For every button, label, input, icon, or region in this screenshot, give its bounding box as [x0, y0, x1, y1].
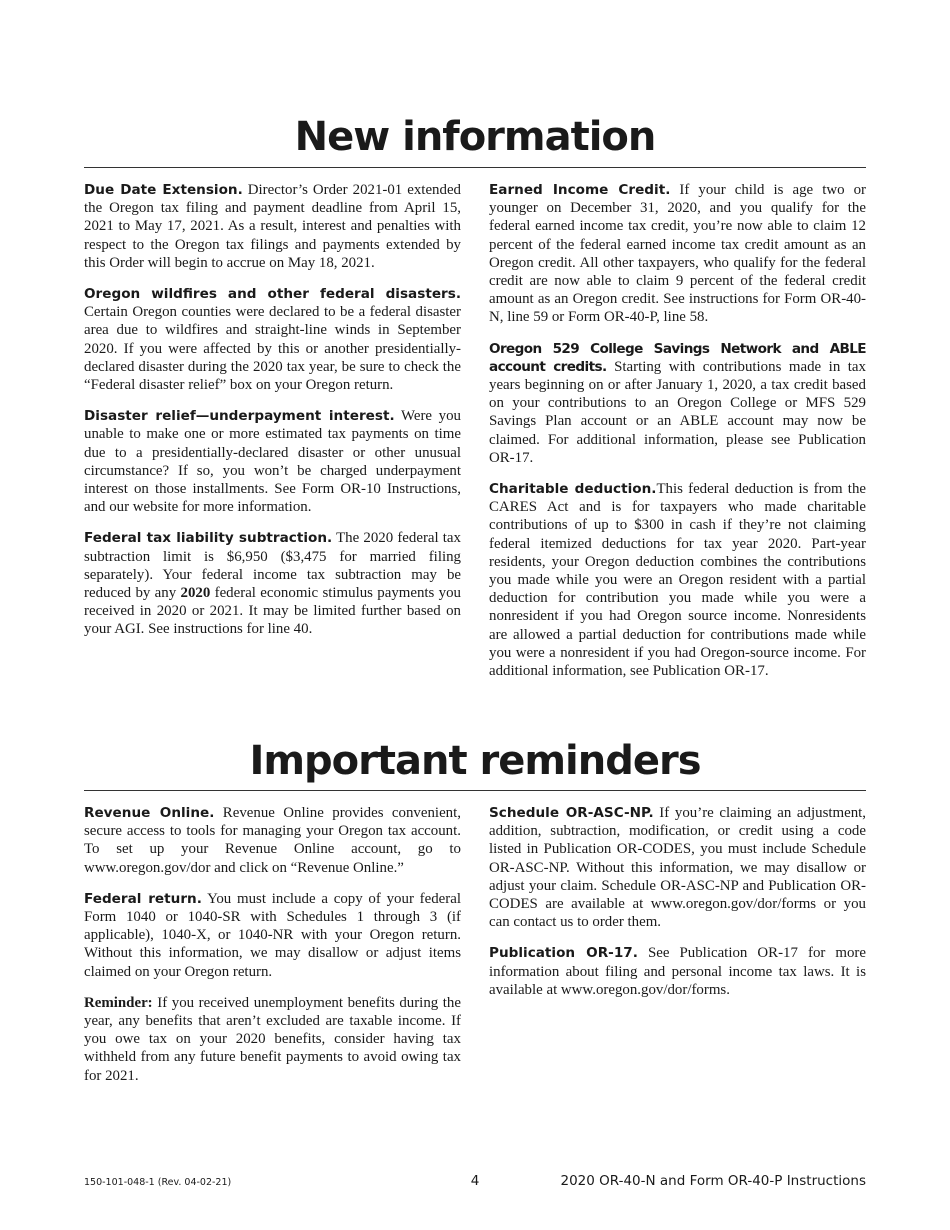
- wildfires-paragraph: [84, 285, 461, 394]
- paragraph-text: If you’re claiming an adjustment, addition, subtraction, modification, or credit using a code listed in Publication OR-CODES, you must include Schedule OR-ASC-NP. Without this information, we may disallow or adjust your claim. Schedule OR-ASC-NP and Publication OR-CODES are available at www.oregon.gov/dor/forms or you can contact us to order them.: [489, 805, 866, 931]
- paragraph-heading: Due Date Extension.: [84, 182, 243, 198]
- section-rule: [84, 790, 866, 791]
- disaster-relief-paragraph: [84, 407, 461, 516]
- reminders-left-column: [84, 804, 461, 1098]
- form-number: 150-101-048-1 (Rev. 04-02-21): [84, 1177, 232, 1188]
- paragraph-heading: Revenue Online.: [84, 805, 215, 821]
- oregon-529-paragraph: [489, 340, 866, 467]
- paragraph-heading: Publication OR-17.: [489, 945, 638, 962]
- earned-income-credit-paragraph: [489, 181, 866, 327]
- federal-return-paragraph: [84, 890, 461, 981]
- paragraph-heading: Schedule OR-ASC-NP.: [489, 805, 654, 821]
- paragraph-text: federal economic stimulus payments you received in 2020 or 2021. It may be limited further based on your AGI. See instructions for line 40.: [84, 585, 462, 638]
- paragraph-text: You must include a copy of your federal Form 1040 or 1040-SR with Schedules 1 through 3 (if applicable), 1040-X, or 1040-NR with your Oregon return. Without this information, we may disallow or adjust items claimed on your Oregon return.: [84, 890, 461, 980]
- paragraph-text: The 2020 federal tax subtraction limit is $6,950 ($3,475 for married filing separately). Your federal income tax subtraction may be reduced by any: [84, 530, 461, 602]
- page-number: 4: [470, 1173, 480, 1189]
- paragraph-heading: Reminder:: [84, 994, 153, 1011]
- document-title: 2020 OR-40-N and Form OR-40-P Instructions: [560, 1173, 866, 1189]
- paragraph-text: Were you unable to make one or more estimated tax payments on time due to a presidentially-declared disaster or other unusual circumstance? If so, you won’t be charged underpayment interest on those installments. See Form OR-10 Instructions, and our website for more information.: [84, 408, 461, 516]
- paragraph-text: Starting with contributions made in tax years beginning on or after January 1, 2020, a tax credit based on your contributions to an Oregon College or MFS 529 Savings Plan account or an ABLE account may now be claimed. For additional information, please see Publication OR-17.: [489, 358, 866, 466]
- paragraph-text: See Publication OR-17 for more information about filing and personal income tax laws. It is available at www.oregon.gov/dor/forms.: [489, 945, 866, 998]
- paragraph-heading: Oregon wildfires and other federal disasters.: [84, 286, 461, 303]
- paragraph-text: Director’s Order 2021-01 extended the Oregon tax filing and payment deadline from April 15, 2021 to May 17, 2021. As a result, interest and penalties with respect to the Oregon tax filings and payments extended by this Order will begin to accrue on May 18, 2021.: [84, 182, 462, 271]
- revenue-online-paragraph: [84, 804, 461, 877]
- reminder-paragraph: [84, 994, 461, 1085]
- paragraph-bold-year: 2020: [180, 585, 211, 602]
- section-title-important-reminders: Important reminders: [249, 738, 701, 784]
- paragraph-heading: Federal return.: [84, 890, 202, 907]
- schedule-or-asc-np-paragraph: [489, 804, 866, 931]
- new-info-left-column: [84, 181, 461, 652]
- due-date-extension-paragraph: [84, 181, 461, 272]
- paragraph-heading: Charitable deduction.: [489, 481, 657, 498]
- federal-tax-subtraction-paragraph: [84, 529, 461, 638]
- paragraph-text: This federal deduction is from the CARES Act and is for taxpayers who made charitable contributions of up to $300 in cash if they’re not claiming federal itemized deductions for tax year 2020. Part-year residents, your Oregon deduction combines the contributions you made while you were an Oregon resident with a partial deduction for contribution you made while you were a nonresident if you had Oregon source income. Nonresidents are allowed a partial deduction for contributions made while you were a nonresident if you had Oregon-source income. For additional information, see Publication OR-17.: [489, 481, 866, 680]
- section-rule: [84, 167, 866, 168]
- section-title-new-information: New information: [294, 114, 656, 160]
- paragraph-heading: Disaster relief—underpayment interest.: [84, 408, 395, 425]
- paragraph-heading: Earned Income Credit.: [489, 182, 671, 198]
- paragraph-heading: Oregon 529 College Savings Network and ABLE account credits.: [489, 340, 866, 375]
- paragraph-text: Revenue Online provides convenient, secure access to tools for managing your Oregon tax account. To set up your Revenue Online account, go to www.oregon.gov/dor and click on “Revenue Online.”: [84, 805, 461, 876]
- paragraph-text: Certain Oregon counties were declared to be a federal disaster area due to wildfires and straight-line winds in September 2020. If you were affected by this or another presidentially-declared disaster during the 2020 tax year, be sure to check the “Federal disaster relief” box on your Oregon return.: [84, 304, 461, 394]
- charitable-deduction-paragraph: [489, 480, 866, 680]
- publication-or-17-paragraph: [489, 944, 866, 999]
- paragraph-heading: Federal tax liability subtraction.: [84, 530, 333, 547]
- new-info-right-column: [489, 181, 866, 693]
- paragraph-text: If you received unemployment benefits during the year, any benefits that aren’t excluded are taxable income. If you owe tax on your 2020 benefits, consider having tax withheld from any future benefit payments to avoid owing tax for 2021.: [84, 994, 461, 1084]
- reminders-right-column: [489, 804, 866, 1012]
- page-footer: [84, 1172, 866, 1192]
- paragraph-text: If your child is age two or younger on December 31, 2020, and you qualify for the federal earned income tax credit, you’re now able to claim 12 percent of the federal earned income tax credit amount as an Oregon credit. All other taxpayers, who qualify for the federal credit are now able to claim 9 percent of the federal credit amount as an Oregon credit. See instructions for Form OR-40-N, line 59 or Form OR-40-P, line 58.: [489, 182, 866, 326]
